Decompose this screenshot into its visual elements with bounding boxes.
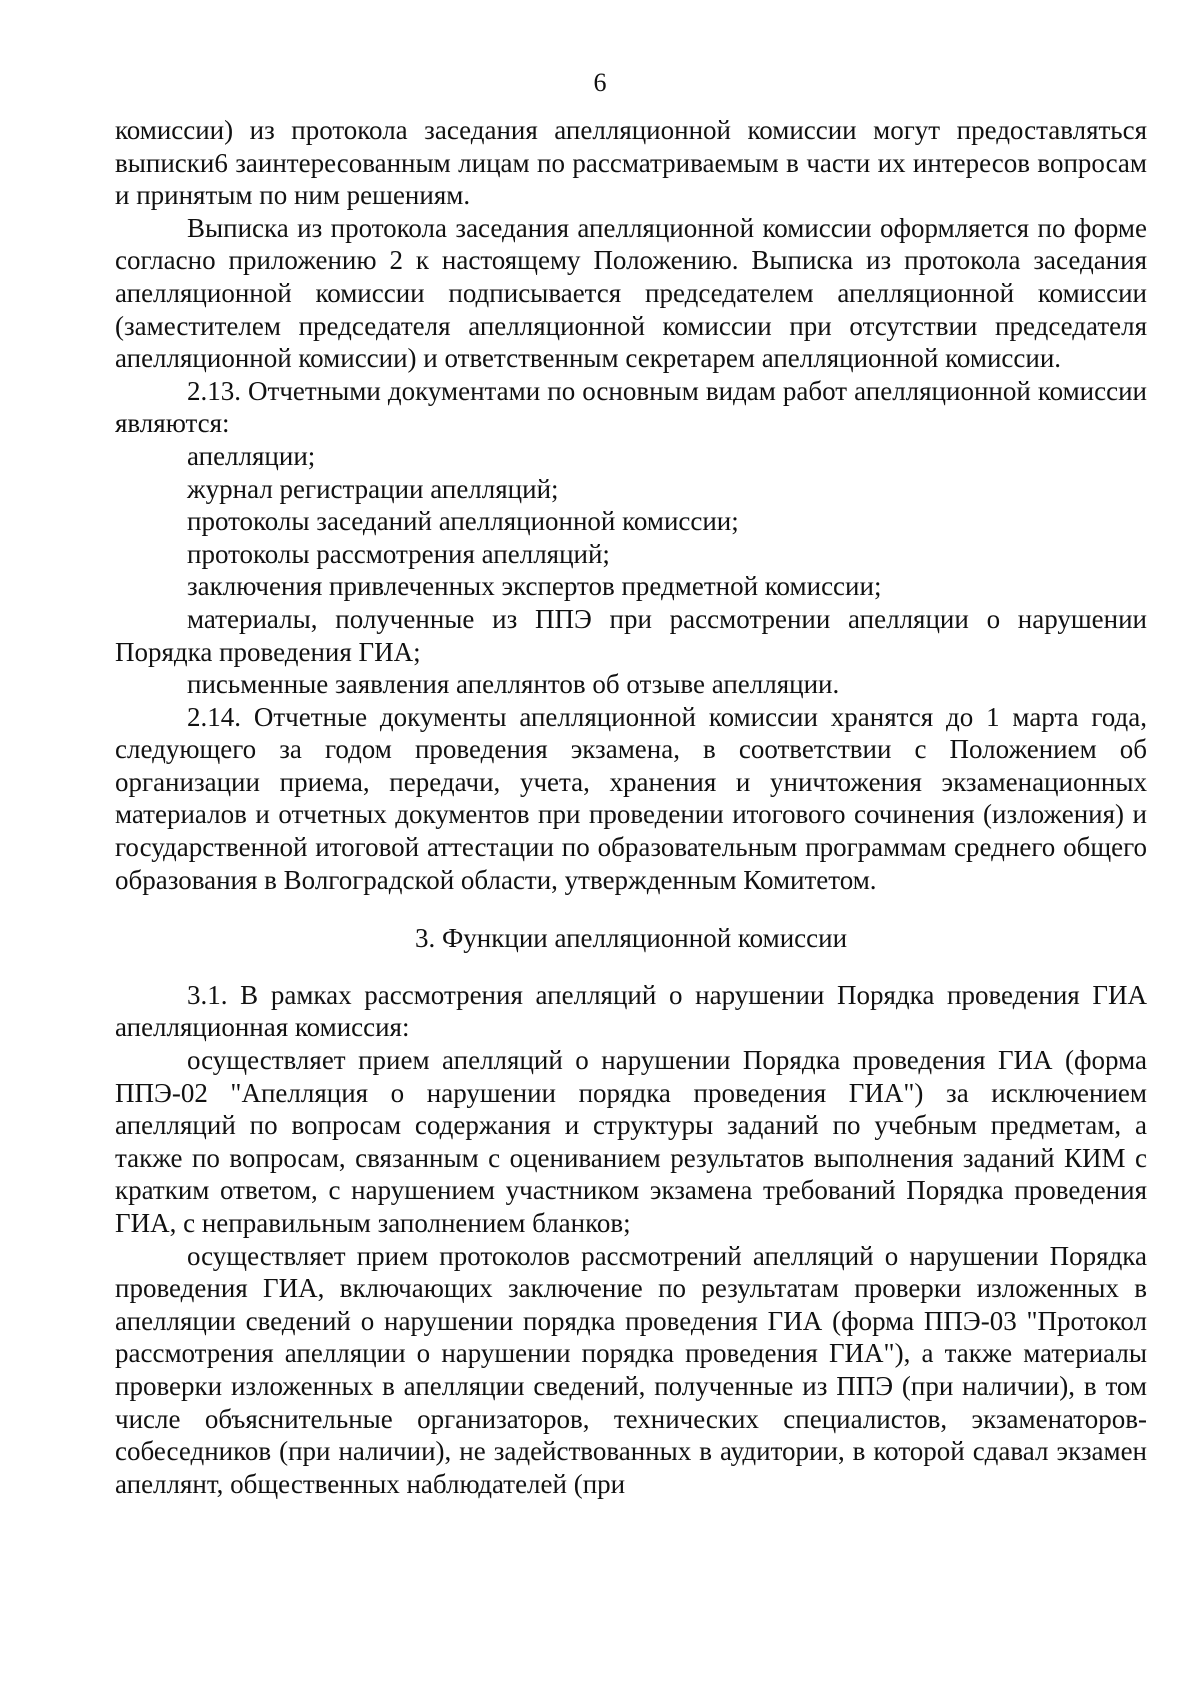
list-item-withdrawal-statements: письменные заявления апеллянтов об отзыве апелляции. bbox=[187, 669, 840, 700]
list-item-review-protocols: протоколы рассмотрения апелляций; bbox=[187, 538, 610, 569]
page-number: 6 bbox=[593, 68, 607, 97]
document-body bbox=[115, 114, 1147, 1500]
list-item-registration-log: журнал регистрации апелляций; bbox=[187, 473, 559, 504]
paragraph-extract-form: Выписка из протокола заседания апелляционной комиссии оформляется по форме согласно приложению 2 к настоящему Положению. Выписка из протокола заседания апелляционной комиссии подписывается председателем апелляционной комиссии (заместителем председателя апелляционной комиссии при отсутствии председателя апелляционной комиссии) и ответственным секретарем апелляционной комиссии. bbox=[115, 212, 1147, 374]
section-heading: 3. Функции апелляционной комиссии bbox=[414, 923, 848, 954]
paragraph-2-14: 2.14. Отчетные документы апелляционной комиссии хранятся до 1 марта года, следующего за годом проведения экзамена, в соответствии с Положением об организации приема, передачи, учета, хранения и уничтожения экзаменационных материалов и отчетных документов при проведении итогового сочинения (изложения) и государственной итоговой аттестации по образовательным программам среднего общего образования в Волгоградской области, утвержденным Комитетом. bbox=[115, 701, 1147, 895]
paragraph-protocol-extracts: комиссии) из протокола заседания апелляционной комиссии могут предоставляться выписки6 заинтересованным лицам по рассматриваемым в части их интересов вопросам и принятым по ним решениям. bbox=[115, 115, 1147, 211]
list-item-appeals: апелляции; bbox=[187, 440, 316, 471]
list-item-expert-conclusions: заключения привлеченных экспертов предметной комиссии; bbox=[187, 571, 882, 602]
paragraph-2-13: 2.13. Отчетными документами по основным видам работ апелляционной комиссии являются: bbox=[115, 375, 1147, 439]
paragraph-3-1: 3.1. В рамках рассмотрения апелляций о нарушении Порядка проведения ГИА апелляционная комиссия: bbox=[115, 979, 1147, 1043]
list-item-meeting-protocols: протоколы заседаний апелляционной комиссии; bbox=[187, 506, 739, 537]
paragraph-accepts-protocols: осуществляет прием протоколов рассмотрений апелляций о нарушении Порядка проведения ГИА, включающих заключение по результатам проверки изложенных в апелляции сведений о нарушении порядка проведения ГИА (форма ППЭ-03 "Протокол рассмотрения апелляции о нарушении порядка проведения ГИА"), а также материалы проверки изложенных в апелляции сведений, полученные из ППЭ (при наличии), в том числе объяснительные организаторов, технических специалистов, экзаменаторов-собеседников (при наличии), не задействованных в аудитории, в которой сдавал экзамен апеллянт, общественных наблюдателей (при bbox=[115, 1240, 1147, 1499]
paragraph-accepts-appeals: осуществляет прием апелляций о нарушении Порядка проведения ГИА (форма ППЭ-02 "Апелляция о нарушении порядка проведения ГИА") за исключением апелляций по вопросам содержания и структуры заданий по учебным предметам, а также по вопросам, связанным с оцениванием результатов выполнения заданий КИМ с кратким ответом, с нарушением участником экзамена требований Порядка проведения ГИА, с неправильным заполнением бланков; bbox=[115, 1045, 1147, 1238]
list-item-ppe-materials: материалы, полученные из ППЭ при рассмотрении апелляции о нарушении Порядка проведения ГИА; bbox=[115, 603, 1147, 667]
